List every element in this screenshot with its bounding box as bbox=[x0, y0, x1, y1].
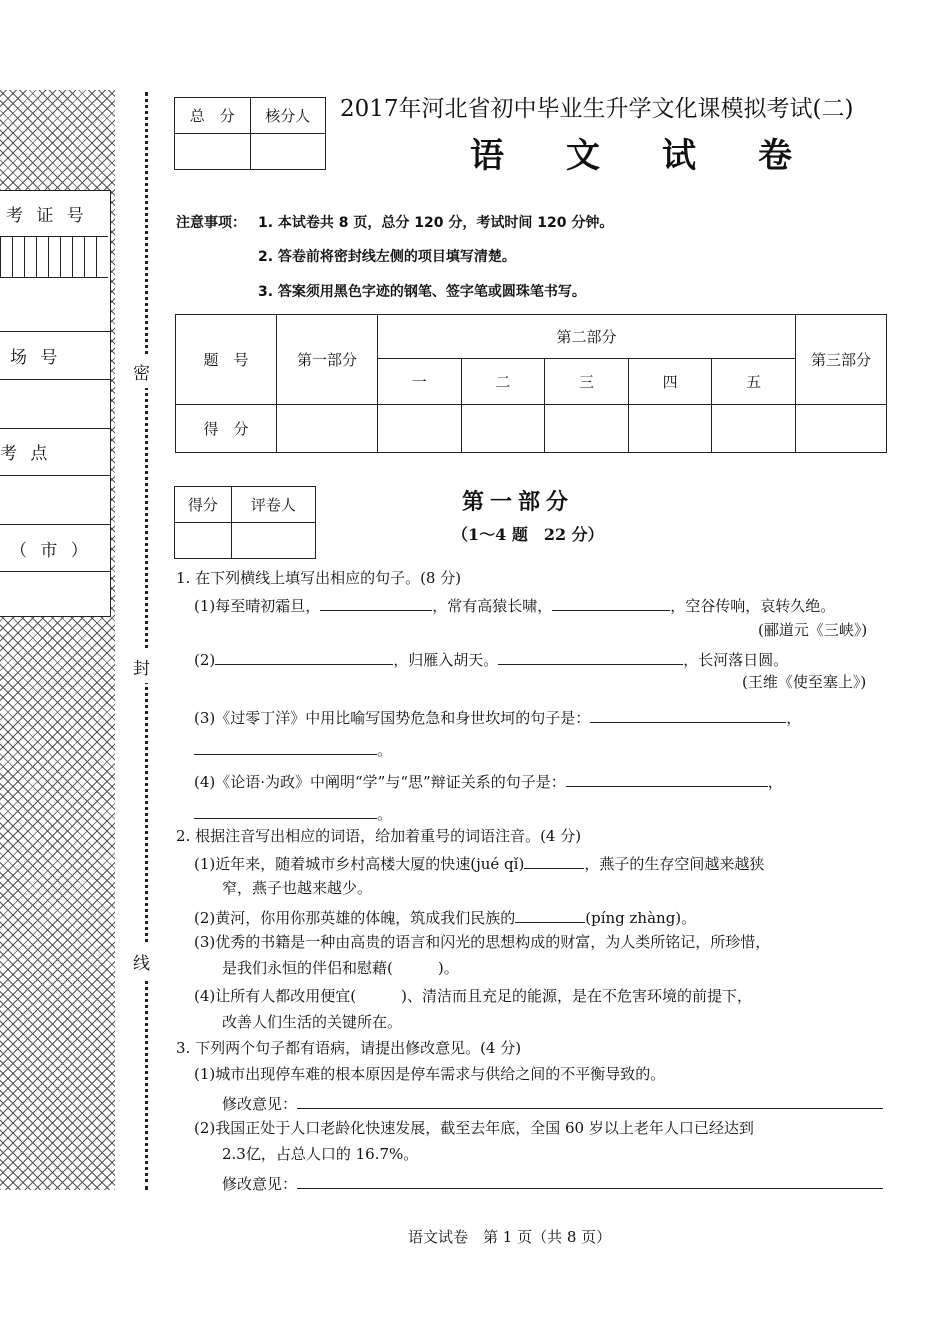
q1-3-blank-2[interactable] bbox=[194, 738, 377, 755]
q3-item-1: (1)城市出现停车难的根本原因是停车需求与供给之间的不平衡导致的。 bbox=[194, 1065, 666, 1083]
paper-title: 语文试卷 bbox=[470, 136, 854, 176]
q1-2-blank-2[interactable] bbox=[498, 648, 683, 665]
total-score-box bbox=[174, 97, 326, 170]
score-cell[interactable] bbox=[378, 405, 462, 453]
exam-site-label: 考 点 bbox=[0, 444, 52, 464]
divider bbox=[0, 331, 110, 332]
divider bbox=[0, 571, 110, 572]
candidate-info-box bbox=[0, 190, 111, 617]
q3-fix-blank-1[interactable] bbox=[297, 1092, 883, 1109]
q1-1-text-c: ，空谷传响，哀转久绝。 bbox=[670, 597, 836, 615]
seal-char-mi: 密 bbox=[133, 355, 150, 388]
section-title: 第一部分 bbox=[462, 489, 575, 515]
q2-1-blank[interactable] bbox=[524, 852, 584, 869]
q3-fix-1 bbox=[222, 1092, 883, 1114]
score-cell[interactable] bbox=[712, 405, 796, 453]
q1-2-source: (王维《使至塞上》) bbox=[742, 673, 867, 691]
score-cell[interactable] bbox=[628, 405, 712, 453]
divider bbox=[0, 524, 110, 525]
q1-item-2 bbox=[194, 648, 788, 670]
q3-fix-label-1: 修改意见： bbox=[222, 1095, 298, 1113]
score-cell[interactable] bbox=[796, 405, 887, 453]
part2-col-4: 四 bbox=[628, 359, 712, 405]
q1-2-blank-1[interactable] bbox=[215, 648, 393, 665]
q2-1-text-a: (1)近年来，随着城市乡村高楼大厦的快速(jué qǐ) bbox=[194, 855, 525, 873]
q2-2-text-b: (píng zhàng)。 bbox=[585, 909, 697, 927]
q1-2-text-b: ，归雁入胡天。 bbox=[393, 651, 499, 669]
divider bbox=[0, 379, 110, 380]
q2-item-4: (4)让所有人都改用便宜( )、清洁而且充足的能源，是在不危害环境的前提下， bbox=[194, 987, 752, 1005]
q1-item-4-line2 bbox=[194, 802, 392, 824]
part2-col-2: 二 bbox=[461, 359, 545, 405]
total-score-label: 总 分 bbox=[175, 98, 251, 134]
q1-item-3-line2 bbox=[194, 738, 392, 760]
q1-1-blank-1[interactable] bbox=[320, 594, 432, 611]
q1-4-period: 。 bbox=[377, 805, 393, 823]
grader-score-field[interactable] bbox=[175, 523, 232, 559]
q1-1-text-a: (1)每至晴初霜旦， bbox=[194, 597, 321, 615]
room-number-field[interactable] bbox=[0, 381, 108, 426]
q1-2-text-a: (2) bbox=[194, 651, 216, 669]
grader-score-label: 得分 bbox=[175, 487, 232, 523]
q1-4-blank-2[interactable] bbox=[194, 802, 377, 819]
part2-col-3: 三 bbox=[545, 359, 629, 405]
score-table bbox=[175, 314, 887, 453]
q2-1-text-b: ，燕子的生存空间越来越狭 bbox=[584, 855, 765, 873]
q2-item-1-line2: 窄，燕子也越来越少。 bbox=[222, 879, 373, 897]
question-number-label: 题 号 bbox=[176, 315, 277, 405]
checker-label: 核分人 bbox=[250, 98, 326, 134]
exam-title: 2017年河北省初中毕业生升学文化课模拟考试(二) bbox=[340, 96, 854, 122]
q1-item-1 bbox=[194, 594, 835, 616]
seal-char-xian: 线 bbox=[133, 945, 150, 978]
seal-line bbox=[145, 92, 148, 1190]
q1-4-blank-1[interactable] bbox=[566, 770, 768, 787]
notice-item-3: 3. 答案须用黑色字迹的钢笔、签字笔或圆珠笔书写。 bbox=[258, 284, 586, 300]
q2-item-1 bbox=[194, 852, 764, 874]
exam-number-label: 考 证 号 bbox=[6, 206, 88, 226]
score-cell[interactable] bbox=[461, 405, 545, 453]
q3-stem: 3. 下列两个句子都有语病，请提出修改意见。(4 分) bbox=[176, 1039, 522, 1057]
exam-number-grid[interactable] bbox=[0, 236, 108, 278]
part2-col-5: 五 bbox=[712, 359, 796, 405]
q1-1-text-b: ，常有高猿长啸， bbox=[432, 597, 553, 615]
exam-site-field[interactable] bbox=[0, 477, 108, 522]
notice-lead: 注意事项： bbox=[176, 215, 246, 231]
part2-header: 第二部分 bbox=[378, 315, 796, 359]
q1-item-3 bbox=[194, 706, 801, 728]
q3-fix-2 bbox=[222, 1172, 883, 1194]
q1-3-period: 。 bbox=[377, 741, 393, 759]
score-row-label: 得 分 bbox=[176, 405, 277, 453]
q3-fix-blank-2[interactable] bbox=[297, 1172, 883, 1189]
q1-4-comma: ， bbox=[767, 773, 783, 791]
score-cell[interactable] bbox=[545, 405, 629, 453]
notice-item-1: 1. 本试卷共 8 页，总分 120 分，考试时间 120 分钟。 bbox=[258, 215, 614, 231]
q2-2-text-a: (2)黄河，你用你那英雄的体魄，筑成我们民族的 bbox=[194, 909, 516, 927]
city-label: （ 市 ） bbox=[10, 541, 92, 561]
q3-item-2: (2)我国正处于人口老龄化快速发展，截至去年底，全国 60 岁以上老年人口已经达到 bbox=[194, 1119, 754, 1137]
q1-3-comma: ， bbox=[786, 709, 802, 727]
q2-item-2 bbox=[194, 906, 696, 928]
q2-item-3-line2: 是我们永恒的伴侣和慰藉( )。 bbox=[222, 959, 459, 977]
q1-4-text: (4)《论语·为政》中阐明“学”与“思”辩证关系的句子是： bbox=[194, 773, 566, 791]
part1-header: 第一部分 bbox=[277, 315, 378, 405]
q1-2-text-c: ，长河落日圆。 bbox=[683, 651, 789, 669]
room-number-label: 场 号 bbox=[10, 348, 62, 368]
q1-stem: 1. 在下列横线上填写出相应的句子。(8 分) bbox=[176, 569, 462, 587]
divider bbox=[0, 428, 110, 429]
q2-item-4-line2: 改善人们生活的关键所在。 bbox=[222, 1013, 403, 1031]
q1-3-text: (3)《过零丁洋》中用比喻写国势危急和身世坎坷的句子是： bbox=[194, 709, 591, 727]
grader-box bbox=[174, 486, 316, 559]
section-subtitle: （1～4 题 22 分） bbox=[452, 525, 604, 544]
q3-fix-label-2: 修改意见： bbox=[222, 1175, 298, 1193]
notice-item-2: 2. 答卷前将密封线左侧的项目填写清楚。 bbox=[258, 249, 516, 265]
q1-3-blank-1[interactable] bbox=[590, 706, 786, 723]
grader-label: 评卷人 bbox=[231, 487, 315, 523]
q1-1-blank-2[interactable] bbox=[552, 594, 670, 611]
q2-item-3: (3)优秀的书籍是一种由高贵的语言和闪光的思想构成的财富，为人类所铭记，所珍惜， bbox=[194, 933, 771, 951]
checker-field[interactable] bbox=[250, 134, 326, 170]
q1-item-4 bbox=[194, 770, 783, 792]
page-footer: 语文试卷 第 1 页（共 8 页） bbox=[408, 1228, 612, 1246]
seal-char-feng: 封 bbox=[133, 650, 150, 683]
grader-field[interactable] bbox=[231, 523, 315, 559]
part2-col-1: 一 bbox=[378, 359, 462, 405]
divider bbox=[0, 475, 110, 476]
total-score-field[interactable] bbox=[175, 134, 251, 170]
q1-1-source: (郦道元《三峡》) bbox=[758, 621, 868, 639]
q3-item-2-line2: 2.3亿，占总人口的 16.7%。 bbox=[222, 1145, 419, 1163]
q2-2-blank[interactable] bbox=[515, 906, 585, 923]
q2-stem: 2. 根据注音写出相应的词语，给加着重号的词语注音。(4 分) bbox=[176, 827, 582, 845]
score-cell[interactable] bbox=[277, 405, 378, 453]
part3-header: 第三部分 bbox=[796, 315, 887, 405]
